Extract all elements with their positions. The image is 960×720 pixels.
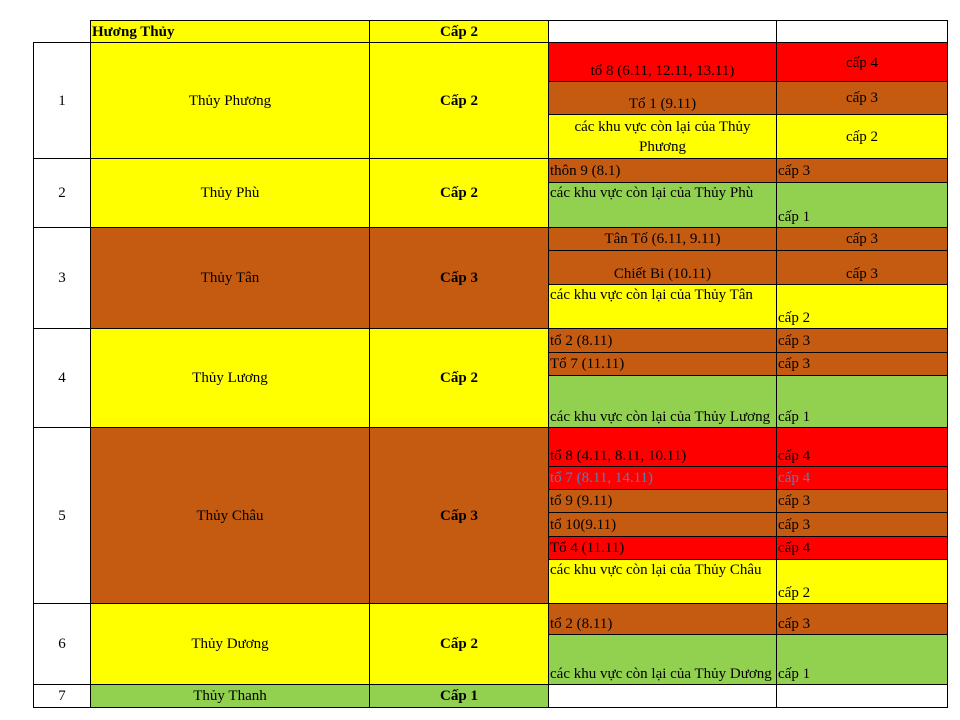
commune-level: Cấp 2 (369, 42, 549, 159)
area-name: Tổ 1 (9.11) (548, 81, 777, 115)
area-level: cấp 3 (776, 250, 948, 285)
area-level: cấp 3 (776, 158, 948, 183)
area-level: cấp 3 (776, 81, 948, 115)
area-name: các khu vực còn lại của Thủy Dương (548, 634, 777, 685)
commune-level: Cấp 3 (369, 227, 549, 329)
header-area-blank (548, 20, 777, 43)
area-name: các khu vực còn lại của Thủy Phương (548, 114, 777, 159)
area-name: tổ 8 (4.11, 8.11, 10.11) (548, 427, 777, 467)
area-name: các khu vực còn lại của Thủy Tân (548, 284, 777, 329)
area-level: cấp 2 (776, 559, 948, 604)
commune-name: Thủy Lương (90, 328, 370, 428)
area-level: cấp 2 (776, 284, 948, 329)
area-level: cấp 4 (776, 42, 948, 82)
row-number: 7 (33, 684, 91, 708)
area-name: các khu vực còn lại của Thủy Phù (548, 182, 777, 228)
commune-name: Thủy Phương (90, 42, 370, 159)
row-number: 1 (33, 42, 91, 159)
area-name: Tân Tố (6.11, 9.11) (548, 227, 777, 251)
header-arealevel-blank (776, 20, 948, 43)
area-name: các khu vực còn lại của Thủy Châu (548, 559, 777, 604)
area-name: tổ 9 (9.11) (548, 489, 777, 513)
row-number: 5 (33, 427, 91, 604)
area-name: các khu vực còn lại của Thủy Lương (548, 375, 777, 428)
commune-level: Cấp 2 (369, 603, 549, 685)
area-level: cấp 3 (776, 227, 948, 251)
area-level: cấp 4 (776, 427, 948, 467)
row-number: 2 (33, 158, 91, 228)
commune-name: Thủy Thanh (90, 684, 370, 708)
commune-name: Thủy Phù (90, 158, 370, 228)
area-level: cấp 3 (776, 512, 948, 537)
commune-level: Cấp 3 (369, 427, 549, 604)
commune-level: Cấp 2 (369, 158, 549, 228)
area-level-blank (776, 684, 948, 708)
area-name: tổ 7 (8.11, 14.11) (548, 466, 777, 490)
area-name: tổ 2 (8.11) (548, 603, 777, 635)
commune-name: Thủy Dương (90, 603, 370, 685)
row-number: 3 (33, 227, 91, 329)
commune-name: Thủy Tân (90, 227, 370, 329)
area-name: tổ 2 (8.11) (548, 328, 777, 353)
area-level: cấp 1 (776, 634, 948, 685)
area-level: cấp 3 (776, 603, 948, 635)
area-level: cấp 3 (776, 489, 948, 513)
header-empty-cell (33, 20, 91, 43)
area-name-blank (548, 684, 777, 708)
area-level: cấp 1 (776, 182, 948, 228)
commune-level: Cấp 2 (369, 328, 549, 428)
area-level: cấp 3 (776, 352, 948, 376)
area-name: tổ 8 (6.11, 12.11, 13.11) (548, 42, 777, 82)
area-name: tổ 10(9.11) (548, 512, 777, 537)
row-number: 4 (33, 328, 91, 428)
commune-name: Thủy Châu (90, 427, 370, 604)
area-level: cấp 2 (776, 114, 948, 159)
area-name: thôn 9 (8.1) (548, 158, 777, 183)
row-number: 6 (33, 603, 91, 685)
commune-level: Cấp 1 (369, 684, 549, 708)
area-level: cấp 1 (776, 375, 948, 428)
area-name: Tổ 7 (11.11) (548, 352, 777, 376)
district-level: Cấp 2 (369, 20, 549, 43)
area-name: Tổ 4 (11.11) (548, 536, 777, 560)
area-level: cấp 3 (776, 328, 948, 353)
district-name: Hương Thủy (90, 20, 370, 43)
area-level: cấp 4 (776, 466, 948, 490)
area-name: Chiết Bi (10.11) (548, 250, 777, 285)
area-level: cấp 4 (776, 536, 948, 560)
